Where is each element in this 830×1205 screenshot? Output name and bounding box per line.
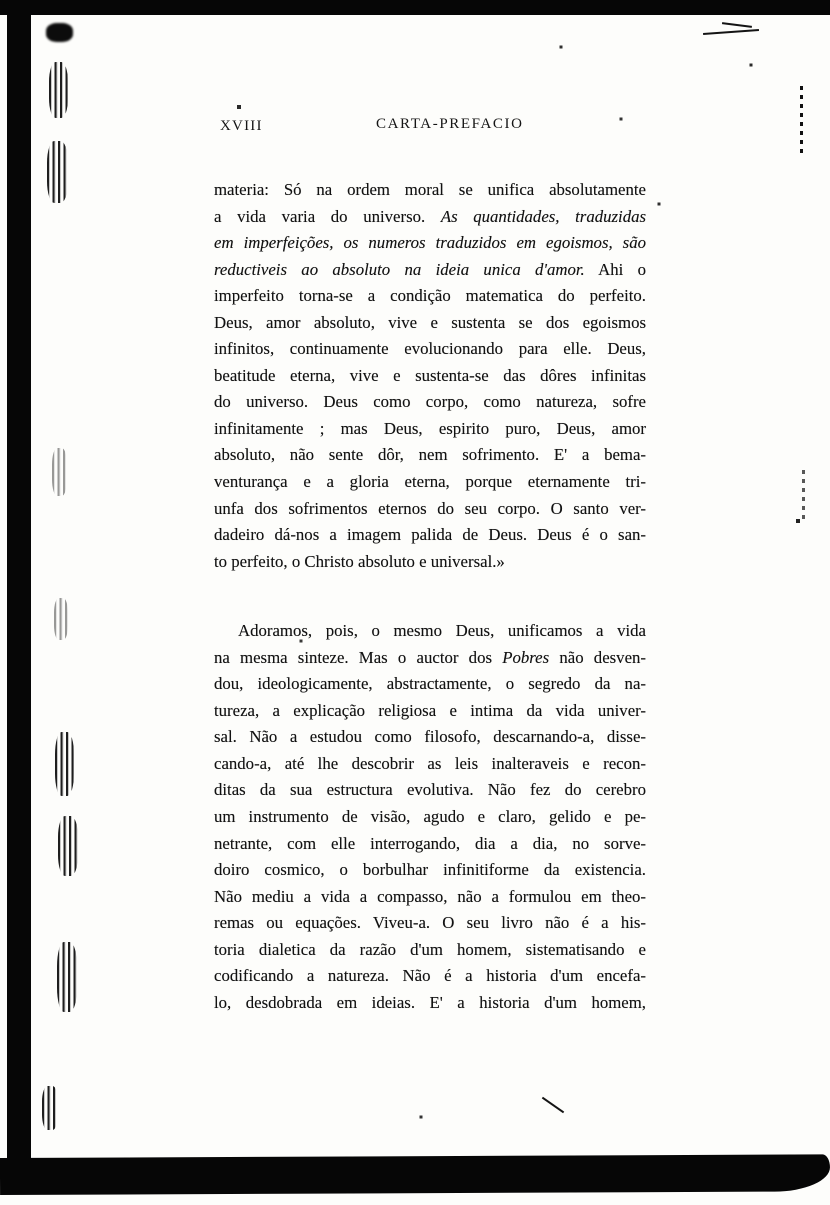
text-line xyxy=(214,469,646,496)
text-line xyxy=(214,618,646,645)
scan-scratch xyxy=(722,22,752,27)
text-segment: toria dialetica da razão d'um homem, sistematisando e xyxy=(214,939,646,959)
scan-smudge xyxy=(49,62,68,118)
scan-smudge xyxy=(42,1086,58,1130)
text-line xyxy=(214,937,646,964)
scan-smudge xyxy=(54,598,68,640)
scan-smudge xyxy=(55,732,74,796)
text-segment: infinitos, continuamente evolucionando para elle. Deus, xyxy=(214,339,646,359)
paragraph xyxy=(214,177,646,575)
italic-text-segment: Pobres xyxy=(502,647,550,667)
text-line xyxy=(214,698,646,725)
scan-scratch xyxy=(703,29,759,34)
text-segment: dou, ideologicamente, abstractamente, o segredo da na- xyxy=(214,674,646,694)
text-segment: Adoramos, pois, o mesmo Deus, unificamos a vida xyxy=(238,621,646,641)
text-segment: materia: Só na ordem moral se unifica absolutamente xyxy=(214,180,646,199)
text-line xyxy=(214,804,646,831)
text-segment: to perfeito, o Christo absoluto e universal.» xyxy=(214,551,505,571)
text-segment: infinitamente ; mas Deus, espirito puro, Deus, amor xyxy=(214,418,646,438)
text-segment: tureza, a explicação religiosa e intima da vida univer- xyxy=(214,700,646,720)
text-line xyxy=(214,389,646,416)
scan-edge-left xyxy=(7,0,31,1186)
text-segment: ditas da sua estructura evolutiva. Não fez do cerebro xyxy=(214,780,646,800)
text-line xyxy=(214,257,646,284)
text-line xyxy=(214,884,646,911)
text-segment: do universo. Deus como corpo, como natureza, sofre xyxy=(214,392,646,412)
text-segment: remas ou equações. Viveu-a. O seu livro não é a his- xyxy=(214,913,646,933)
scan-speckles xyxy=(0,0,2,2)
scan-smudge xyxy=(58,816,78,876)
text-segment: venturança e a gloria eterna, porque eternamente tri- xyxy=(214,472,646,492)
text-line xyxy=(214,416,646,443)
scan-scratch xyxy=(542,1097,564,1114)
text-segment: lo, desdobrada em ideias. E' a historia d'um homem, xyxy=(214,992,646,1012)
text-segment: não desven- xyxy=(549,647,646,667)
scan-artifact-dashes xyxy=(800,86,803,154)
italic-text-segment: reductiveis ao absoluto na ideia unica d'amor. xyxy=(214,259,585,279)
text-line xyxy=(214,283,646,310)
text-line xyxy=(214,990,646,1017)
text-line xyxy=(214,857,646,884)
text-segment: cando-a, até lhe descobrir as leis inalteraveis e recon- xyxy=(214,753,646,773)
text-segment: dadeiro dá-nos a imagem palida de Deus. Deus é o san- xyxy=(214,525,646,545)
text-segment: a vida varia do universo. xyxy=(214,206,441,226)
text-line xyxy=(214,363,646,390)
paragraph xyxy=(214,618,646,1016)
page-number: XVIII xyxy=(220,118,263,134)
text-segment: codificando a natureza. Não é a historia d'um encefa- xyxy=(214,966,646,986)
page-header xyxy=(214,116,646,138)
text-line xyxy=(214,522,646,549)
text-line xyxy=(214,751,646,778)
scan-smudge xyxy=(47,141,68,203)
italic-text-segment: em imperfeições, os numeros traduzidos em egoismos, são xyxy=(214,233,646,253)
text-segment: netrante, com elle interrogando, dia a dia, no sorve- xyxy=(214,833,646,853)
scan-smudge xyxy=(46,23,73,42)
text-segment: doiro cosmico, o borbulhar infinitiforme da existencia. xyxy=(214,860,646,880)
text-line xyxy=(214,777,646,804)
text-line xyxy=(214,336,646,363)
text-line xyxy=(214,177,646,204)
scan-edge-bottom xyxy=(0,1154,830,1195)
text-line xyxy=(214,724,646,751)
scan-smudge xyxy=(57,942,77,1012)
text-line xyxy=(214,442,646,469)
text-line xyxy=(214,230,646,257)
text-line xyxy=(214,831,646,858)
text-line xyxy=(214,549,646,576)
italic-text-segment: As quantidades, traduzidas xyxy=(440,206,647,226)
scan-smudge xyxy=(52,448,67,496)
text-line xyxy=(214,496,646,523)
running-title: CARTA-PREFACIO xyxy=(376,116,524,132)
text-line xyxy=(214,671,646,698)
text-segment: unfa dos sofrimentos eternos do seu corpo. O santo ver- xyxy=(214,498,646,518)
text-line xyxy=(214,910,646,937)
text-segment: Não mediu a vida a compasso, não a formulou em theo- xyxy=(214,886,646,906)
text-segment: na mesma sinteze. Mas o auctor dos xyxy=(214,647,503,667)
text-segment: sal. Não a estudou como filosofo, descarnando-a, disse- xyxy=(214,727,646,747)
text-segment: imperfeito torna-se a condição matematica do perfeito. xyxy=(214,286,646,306)
text-segment: um instrumento de visão, agudo e claro, gelido e pe- xyxy=(214,807,646,827)
text-line xyxy=(214,645,646,672)
text-segment: absoluto, não sente dôr, nem sofrimento. E' a bema- xyxy=(214,445,646,465)
text-line xyxy=(214,310,646,337)
text-segment: Deus, amor absoluto, vive e sustenta se dos egoismos xyxy=(214,312,646,332)
body-text xyxy=(214,177,646,1016)
text-segment: beatitude eterna, vive e sustenta-se das dôres infinitas xyxy=(214,365,646,385)
text-line xyxy=(214,963,646,990)
scan-edge-top xyxy=(0,0,830,15)
scan-artifact-dashes xyxy=(802,470,805,524)
text-segment: Ahi o xyxy=(584,259,647,279)
text-line xyxy=(214,204,646,231)
